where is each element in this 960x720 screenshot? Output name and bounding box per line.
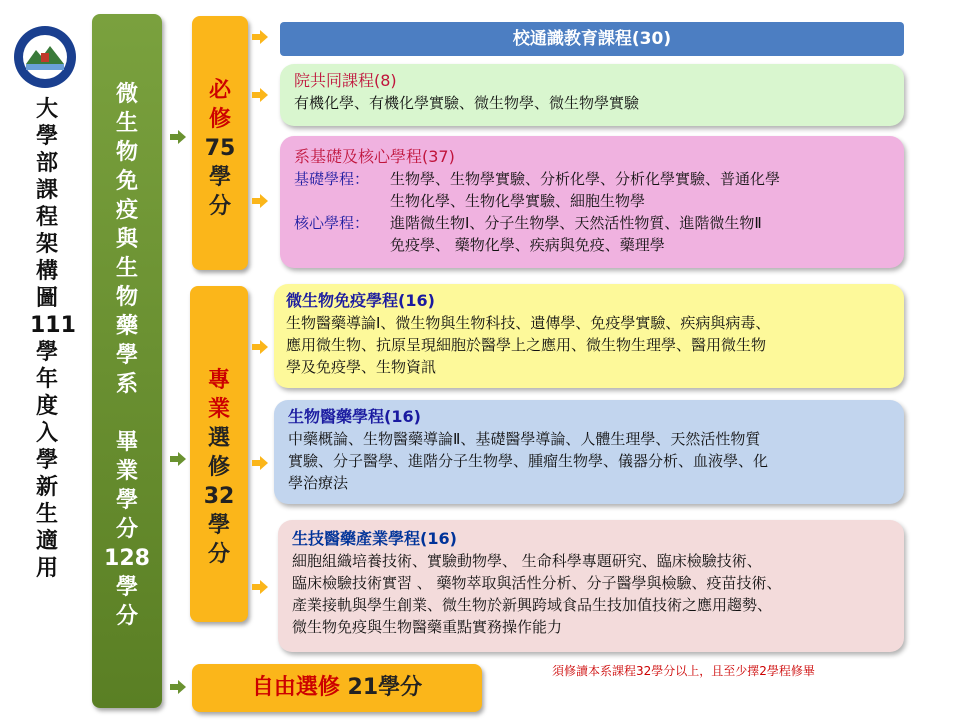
micro-immunology-line: 生物醫藥導論Ⅰ、微生物與生物科技、遺傳學、免疫學實驗、疾病與病毒、 [286,314,771,332]
page-title-char: 架 [35,232,58,257]
department-core-title: 系基礎及核心學程(37) [294,147,455,166]
department-banner-char: 分 [115,604,138,629]
right-arrow-icon [170,130,186,144]
elective-credits-char: 選 [207,426,230,451]
department-banner-char: 物 [115,285,138,310]
requirement-note: 須修讀本系課程32學分以上，且至少擇2學程修畢 [552,664,815,678]
page-title-char: 學 [35,448,58,473]
required-credits-char: 分 [208,194,231,219]
required-credits-char: 學 [208,165,231,190]
required-credits-char: 必 [208,78,231,103]
right-arrow-icon [252,30,268,44]
page-title-char: 學 [35,340,58,365]
basic-program-courses-line2: 生物化學、生物化學實驗、細胞生物學 [390,192,646,210]
required-credits-char: 75 [204,136,236,161]
page-title-char: 適 [35,529,58,554]
free-elective-credits: 21學分 [347,675,423,700]
college-common-courses: 有機化學、有機化學實驗、微生物學、微生物學實驗 [294,94,640,112]
biotech-industry-line: 微生物免疫與生物醫藥重點實務操作能力 [292,618,563,636]
biomedicine-line: 實驗、分子醫學、進階分子生物學、腫瘤生物學、儀器分析、血液學、化 [288,452,769,470]
page-title-char: 用 [35,556,58,581]
micro-immunology-line: 學及免疫學、生物資訊 [286,358,437,376]
biotech-industry-line: 細胞組織培養技術、實驗動物學、 生命科學專題研究、臨床檢驗技術、 [292,552,762,570]
biotech-industry-title: 生技醫藥產業學程(16) [292,529,457,548]
department-banner-char: 藥 [115,314,138,339]
page-title-char: 部 [35,151,58,176]
department-banner-char: 學 [115,343,138,368]
department-banner-char: 微 [115,82,138,107]
page-title-char: 度 [35,394,58,419]
biotech-industry-line: 產業接軌與學生創業、微生物於新興跨域食品生技加值技術之應用趨勢、 [292,596,773,614]
free-elective-block [192,664,482,712]
department-banner-char: 畢 [115,430,138,455]
page-title-char: 新 [35,475,58,500]
page-title-char: 111 [30,313,76,338]
biotech-industry-line: 臨床檢驗技術實習 、 藥物萃取與活性分析、分子醫學與檢驗、疫苗技術、 [292,574,782,592]
biomedicine-title: 生物醫藥學程(16) [288,407,421,426]
micro-immunology-title: 微生物免疫學程(16) [286,291,435,310]
biomedicine-line: 學治療法 [288,474,349,492]
right-arrow-icon [252,580,268,594]
required-credits-char: 修 [208,107,231,132]
micro-immunology-program-box [274,284,904,388]
page-title-char: 大 [35,97,58,122]
free-elective-prefix: 自由選修 [251,675,348,700]
department-banner-char: 疫 [115,198,138,223]
department-banner-char: 業 [115,459,138,484]
core-program-courses-line2: 免疫學、 藥物化學、疾病與免疫、藥理學 [390,236,665,254]
page-title-char: 入 [35,421,58,446]
core-program-courses-line1: 進階微生物Ⅰ、分子生物學、天然活性物質、進階微生物Ⅱ [390,214,762,232]
page-title-char: 構 [35,259,58,284]
college-common-courses-box [280,64,904,126]
elective-credits-char: 業 [207,397,230,422]
department-banner-char: 分 [115,517,138,542]
department-banner-char: 128 [104,546,150,571]
right-arrow-icon [252,340,268,354]
department-banner-char [92,399,162,428]
basic-program-label: 基礎學程： [294,170,370,188]
basic-program-courses-line1: 生物學、生物學實驗、分析化學、分析化學實驗、普通化學 [390,170,781,188]
university-seal-logo [12,24,78,90]
department-banner-char: 免 [115,169,138,194]
elective-credits-char: 學 [207,513,230,538]
elective-credits-char: 分 [207,542,230,567]
page-title-char: 生 [35,502,58,527]
department-banner-char: 學 [115,488,138,513]
biomedicine-program-box [274,400,904,504]
elective-credits-char: 專 [207,368,230,393]
core-program-label: 核心學程： [294,214,370,232]
department-banner-char: 學 [115,575,138,600]
department-banner-char: 系 [115,372,138,397]
department-banner-char: 物 [115,140,138,165]
department-core-courses-box [280,136,904,268]
general-education-bar: 校通識教育課程(30) [280,22,904,56]
required-credits-block [192,16,248,270]
right-arrow-icon [252,456,268,470]
department-banner-text [92,80,162,631]
biomedicine-line: 中藥概論、生物醫藥導論Ⅱ、基礎醫學導論、人體生理學、天然活性物質 [288,430,761,448]
elective-credits-block [190,286,248,622]
page-title-char: 課 [35,178,58,203]
right-arrow-icon [252,194,268,208]
page-title-char: 學 [35,124,58,149]
page-title-char: 年 [35,367,58,392]
biotech-industry-program-box [278,520,904,652]
department-banner-char: 生 [115,256,138,281]
page-title-char: 程 [35,205,58,230]
right-arrow-icon [252,88,268,102]
right-arrow-icon [170,680,186,694]
page-title-char: 圖 [35,286,58,311]
department-banner-char: 與 [115,227,138,252]
elective-credits-char: 修 [207,455,230,480]
page-title [30,96,76,606]
college-common-title: 院共同課程(8) [294,71,397,90]
elective-credits-char: 32 [203,484,235,509]
department-banner-char: 生 [115,111,138,136]
right-arrow-icon [170,452,186,466]
micro-immunology-line: 應用微生物、抗原呈現細胞於醫學上之應用、微生物生理學、醫用微生物 [286,336,767,354]
